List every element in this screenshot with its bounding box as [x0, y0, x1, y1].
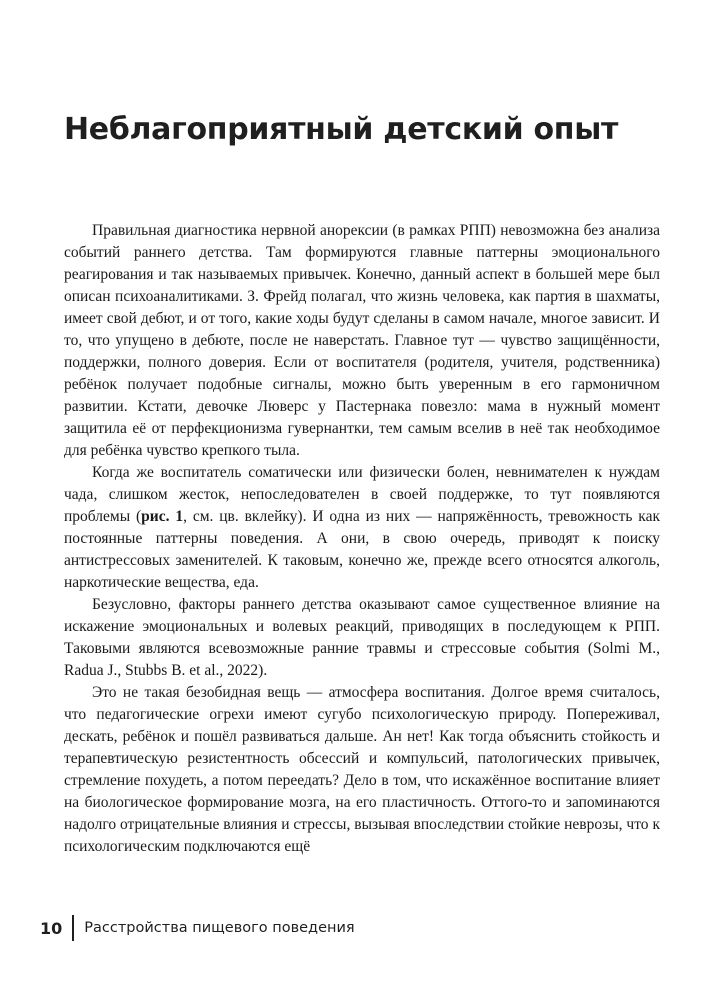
figure-reference: рис. 1: [141, 508, 184, 525]
paragraph-2-end: , см. цв. вклейку). И одна из них — напряжённость, тревожность как постоянные паттерны поведения. А они, в свою очередь, приводят к поиску антистрессовых заменителей. К таковым, конечно же, прежде всего относятся алкоголь, наркотические вещества, еда.: [64, 508, 660, 591]
paragraph-2: [64, 462, 660, 594]
body-text: [64, 220, 660, 858]
paragraph-4: Это не такая безобидная вещь — атмосфера воспитания. Долгое время считалось, что педагогические огрехи имеют сугубо психологическую природу. Попереживал, дескать, ребёнок и пошёл развиваться дальше. Ан нет! Как тогда объяснить стойкость и терапевтическую резистентность обсессий и компульсий, патологических привычек, стремление похудеть, а потом переедать? Дело в том, что искажённое воспитание влияет на биологическое формирование мозга, на его пластичность. Оттого-то и запоминаются надолго отрицательные влияния и стрессы, вызывая впоследствии стойкие неврозы, что к психологическим подключаются ещё: [64, 684, 660, 855]
running-title: Расстройства пищевого поведения: [84, 920, 355, 936]
paragraph-1: Правильная диагностика нервной анорексии (в рамках РПП) невозможна без анализа событий раннего детства. Там формируются главные паттерны эмоционального реагирования и так называемых привычек. Конечно, данный аспект в большей мере был описан психоаналитиками. З. Фрейд полагал, что жизнь человека, как партия в шахматы, имеет свой дебют, и от того, какие ходы будут сделаны в самом начале, многое зависит. И то, что упущено в дебюте, после не наверстать. Главное тут — чувство защищённости, поддержки, полного доверия. Если от воспитателя (родителя, учителя, родственника) ребёнок получает подобные сигналы, можно быть уверенным в его гармоничном развитии. Кстати, девочке Люверс у Пастернака повезло: мама в нужный момент защитила её от перфекционизма гувернантки, тем самым вселив в неё так необходимое для ребёнка чувство крепкого тыла.: [64, 222, 660, 459]
page-footer: [40, 915, 355, 941]
page-number: 10: [40, 918, 63, 938]
footer-divider: [72, 915, 74, 941]
page-title: Неблагоприятный детский опыт: [64, 112, 619, 147]
paragraph-2-start: Когда же воспитатель соматически или физически болен, невнимателен к нуждам чада, слишком жесток, непоследователен в своей поддержке, то тут появляются проблемы (: [64, 464, 660, 525]
paragraph-3: Безусловно, факторы раннего детства оказывают самое существенное влияние на искажение эмоциональных и волевых реакций, приводящих в последующем к РПП. Таковыми являются всевозможные ранние травмы и стрессовые события (Solmi M., Radua J., Stubbs B. et al., 2022).: [64, 596, 660, 679]
